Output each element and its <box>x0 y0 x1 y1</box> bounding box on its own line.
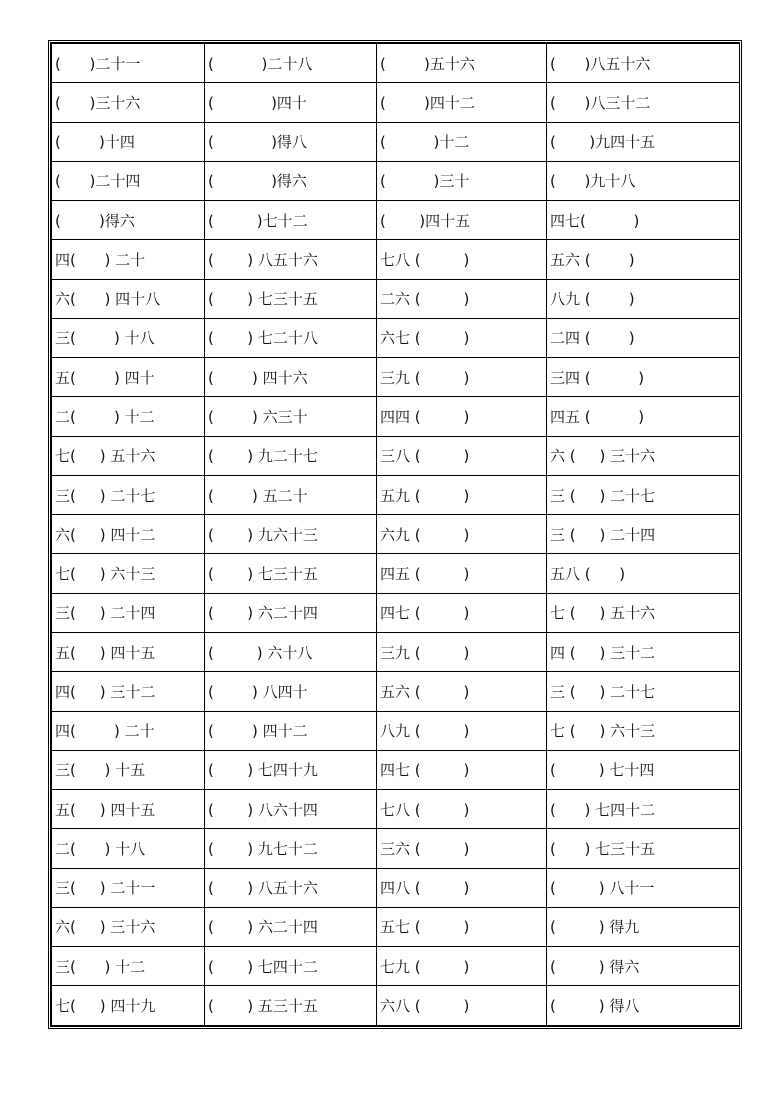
worksheet-cell: 五( ) 四十五 <box>52 790 205 829</box>
worksheet-cell: 三( ) 十八 <box>52 318 205 357</box>
worksheet-cell: ( ) 六十八 <box>205 632 377 671</box>
worksheet-cell: ( ) 七三十五 <box>205 554 377 593</box>
worksheet-cell: 三( ) 二十七 <box>52 475 205 514</box>
worksheet-cell: 五七 ( ) <box>377 907 547 946</box>
worksheet-cell: ( )得八 <box>205 122 377 161</box>
worksheet-cell: 六七 ( ) <box>377 318 547 357</box>
worksheet-cell: ( ) 五二十 <box>205 475 377 514</box>
worksheet-cell: ( )四十二 <box>377 83 547 122</box>
worksheet-cell: 四七( ) <box>547 201 740 240</box>
table-row <box>52 201 740 240</box>
worksheet-cell: ( ) 七四十二 <box>547 790 740 829</box>
table-row <box>52 318 740 357</box>
worksheet-cell: 三 ( ) 二十七 <box>547 475 740 514</box>
worksheet-cell: ( )九四十五 <box>547 122 740 161</box>
table-row <box>52 986 740 1026</box>
worksheet-cell: ( )八三十二 <box>547 83 740 122</box>
worksheet-cell: ( ) 得八 <box>547 986 740 1026</box>
worksheet-cell: 四七 ( ) <box>377 750 547 789</box>
worksheet-cell: 三九 ( ) <box>377 632 547 671</box>
worksheet-cell: ( )八五十六 <box>547 44 740 83</box>
worksheet-cell: 四五 ( ) <box>547 397 740 436</box>
table-row <box>52 790 740 829</box>
worksheet-cell: ( ) 八六十四 <box>205 790 377 829</box>
table-row <box>52 829 740 868</box>
worksheet-cell: 三 ( ) 二十七 <box>547 672 740 711</box>
worksheet-cell: 二六 ( ) <box>377 279 547 318</box>
worksheet-cell: ( ) 八五十六 <box>205 868 377 907</box>
worksheet-cell: ( ) 八十一 <box>547 868 740 907</box>
table-row <box>52 515 740 554</box>
worksheet-cell: 四八 ( ) <box>377 868 547 907</box>
worksheet-cell: ( ) 七三十五 <box>205 279 377 318</box>
worksheet-cell: 六九 ( ) <box>377 515 547 554</box>
worksheet-cell: 七( ) 六十三 <box>52 554 205 593</box>
worksheet-cell: 四( ) 二十 <box>52 240 205 279</box>
worksheet-cell: ( ) 七四十九 <box>205 750 377 789</box>
worksheet-cell: ( ) 五三十五 <box>205 986 377 1026</box>
worksheet-cell: ( )得六 <box>52 201 205 240</box>
worksheet-body <box>52 44 740 1026</box>
worksheet-cell: 五( ) 四十 <box>52 358 205 397</box>
worksheet-cell: 四四 ( ) <box>377 397 547 436</box>
worksheet-cell: ( )三十六 <box>52 83 205 122</box>
table-row <box>52 593 740 632</box>
table-row <box>52 632 740 671</box>
worksheet-cell: 二四 ( ) <box>547 318 740 357</box>
worksheet-cell: 六( ) 四十二 <box>52 515 205 554</box>
worksheet-cell: 七 ( ) 六十三 <box>547 711 740 750</box>
worksheet-cell: 七九 ( ) <box>377 947 547 986</box>
worksheet-cell: 八九 ( ) <box>547 279 740 318</box>
worksheet-cell: ( )五十六 <box>377 44 547 83</box>
table-row <box>52 907 740 946</box>
worksheet-cell: 五( ) 四十五 <box>52 632 205 671</box>
worksheet-cell: 四七 ( ) <box>377 593 547 632</box>
worksheet-cell: ( )二十一 <box>52 44 205 83</box>
table-row <box>52 397 740 436</box>
worksheet-cell: ( ) 六二十四 <box>205 593 377 632</box>
worksheet-cell: 七( ) 五十六 <box>52 436 205 475</box>
worksheet-cell: 五八 ( ) <box>547 554 740 593</box>
worksheet-cell: ( ) 八四十 <box>205 672 377 711</box>
worksheet-cell: ( )十四 <box>52 122 205 161</box>
worksheet-cell: ( )二十四 <box>52 161 205 200</box>
worksheet-cell: 三九 ( ) <box>377 358 547 397</box>
worksheet-cell: 四五 ( ) <box>377 554 547 593</box>
worksheet-cell: 六 ( ) 三十六 <box>547 436 740 475</box>
worksheet-cell: 八九 ( ) <box>377 711 547 750</box>
table-row <box>52 475 740 514</box>
table-row <box>52 868 740 907</box>
worksheet-cell: 三( ) 十五 <box>52 750 205 789</box>
worksheet-cell: 七八 ( ) <box>377 790 547 829</box>
worksheet-cell: 三( ) 二十一 <box>52 868 205 907</box>
worksheet-cell: ( )三十 <box>377 161 547 200</box>
worksheet-cell: ( )二十八 <box>205 44 377 83</box>
worksheet-cell: 七( ) 四十九 <box>52 986 205 1026</box>
worksheet-cell: 三 ( ) 二十四 <box>547 515 740 554</box>
worksheet-cell: ( ) 九六十三 <box>205 515 377 554</box>
worksheet-cell: ( )九十八 <box>547 161 740 200</box>
worksheet-cell: ( ) 六二十四 <box>205 907 377 946</box>
worksheet-cell: 四( ) 三十二 <box>52 672 205 711</box>
worksheet-cell: ( ) 四十六 <box>205 358 377 397</box>
worksheet-cell: ( ) 四十二 <box>205 711 377 750</box>
table-row <box>52 947 740 986</box>
worksheet-cell: ( ) 七十四 <box>547 750 740 789</box>
worksheet-cell: 六( ) 三十六 <box>52 907 205 946</box>
worksheet-cell: 四( ) 二十 <box>52 711 205 750</box>
worksheet-cell: 三八 ( ) <box>377 436 547 475</box>
table-row <box>52 358 740 397</box>
table-row <box>52 279 740 318</box>
table-row <box>52 240 740 279</box>
table-row <box>52 161 740 200</box>
worksheet-cell: 五六 ( ) <box>377 672 547 711</box>
worksheet-cell: ( )七十二 <box>205 201 377 240</box>
table-row <box>52 711 740 750</box>
worksheet-cell: 七八 ( ) <box>377 240 547 279</box>
table-row <box>52 436 740 475</box>
worksheet-cell: ( ) 七三十五 <box>547 829 740 868</box>
worksheet-cell: ( )四十 <box>205 83 377 122</box>
worksheet-cell: 二( ) 十八 <box>52 829 205 868</box>
multiplication-worksheet <box>48 40 742 1029</box>
worksheet-cell: 六八 ( ) <box>377 986 547 1026</box>
worksheet-cell: ( ) 九二十七 <box>205 436 377 475</box>
worksheet-table <box>51 43 740 1026</box>
worksheet-cell: 三六 ( ) <box>377 829 547 868</box>
table-row <box>52 122 740 161</box>
worksheet-cell: ( )得六 <box>205 161 377 200</box>
worksheet-cell: 五六 ( ) <box>547 240 740 279</box>
worksheet-cell: ( )十二 <box>377 122 547 161</box>
table-row <box>52 554 740 593</box>
worksheet-cell: ( ) 七四十二 <box>205 947 377 986</box>
table-row <box>52 83 740 122</box>
worksheet-cell: 六( ) 四十八 <box>52 279 205 318</box>
table-row <box>52 44 740 83</box>
worksheet-cell: 三四 ( ) <box>547 358 740 397</box>
worksheet-cell: 七 ( ) 五十六 <box>547 593 740 632</box>
worksheet-cell: ( ) 得九 <box>547 907 740 946</box>
table-row <box>52 750 740 789</box>
worksheet-cell: ( ) 九七十二 <box>205 829 377 868</box>
worksheet-cell: 三( ) 十二 <box>52 947 205 986</box>
worksheet-cell: ( )四十五 <box>377 201 547 240</box>
worksheet-cell: ( ) 八五十六 <box>205 240 377 279</box>
worksheet-cell: ( ) 七二十八 <box>205 318 377 357</box>
worksheet-cell: 五九 ( ) <box>377 475 547 514</box>
table-row <box>52 672 740 711</box>
worksheet-cell: 三( ) 二十四 <box>52 593 205 632</box>
worksheet-cell: 二( ) 十二 <box>52 397 205 436</box>
worksheet-cell: 四 ( ) 三十二 <box>547 632 740 671</box>
worksheet-cell: ( ) 六三十 <box>205 397 377 436</box>
worksheet-cell: ( ) 得六 <box>547 947 740 986</box>
